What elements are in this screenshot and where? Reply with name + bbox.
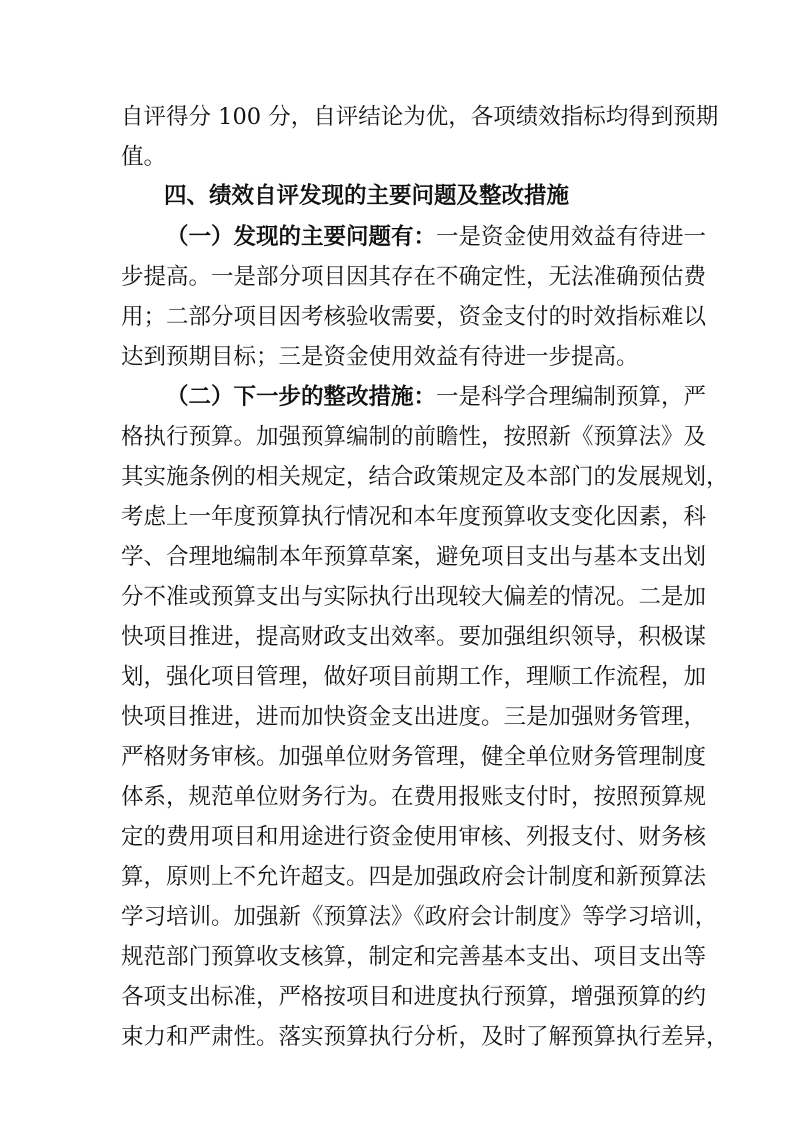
paragraph-line: 划，强化项目管理，做好项目前期工作，理顺工作流程，加 — [121, 664, 707, 690]
paragraph-line: 其实施条例的相关规定，结合政策规定及本部门的发展规划， — [121, 464, 729, 490]
paragraph-line: 严格财务审核。加强单位财务管理，健全单位财务管理制度 — [121, 744, 707, 770]
paragraph-line: 分不准或预算支出与实际执行出现较大偏差的情况。二是加 — [121, 584, 707, 610]
subsection-heading: （二）下一步的整改措施： — [166, 384, 437, 410]
paragraph-line: 考虑上一年度预算执行情况和本年度预算收支变化因素，科 — [121, 504, 707, 530]
paragraph-line: 学习培训。加强新《预算法》《政府会计制度》等学习培训， — [121, 904, 718, 930]
paragraph-line: 束力和严肃性。落实预算执行分析，及时了解预算执行差异， — [121, 1024, 729, 1050]
paragraph-line: 用；二部分项目因考核验收需要，资金支付的时效指标难以 — [121, 304, 707, 330]
section-heading: 四、绩效自评发现的主要问题及整改措施 — [164, 183, 570, 209]
paragraph-line: 学、合理地编制本年预算草案，避免项目支出与基本支出划 — [121, 544, 707, 570]
paragraph-line — [166, 222, 707, 252]
paragraph-line: 定的费用项目和用途进行资金使用审核、列报支付、财务核 — [121, 824, 707, 850]
paragraph-line: 规范部门预算收支核算，制定和完善基本支出、项目支出等 — [121, 944, 707, 970]
paragraph-line: 算，原则上不允许超支。四是加强政府会计制度和新预算法 — [121, 864, 707, 890]
paragraph-line: 体系，规范单位财务行为。在费用报账支付时，按照预算规 — [121, 784, 707, 810]
paragraph-text: 一是资金使用效益有待进一 — [436, 224, 707, 250]
paragraph-line: 格执行预算。加强预算编制的前瞻性，按照新《预算法》及 — [121, 424, 707, 450]
paragraph-line: 值。 — [121, 144, 167, 170]
paragraph-line: 自评得分 100 分，自评结论为优，各项绩效指标均得到预期 — [121, 104, 719, 130]
paragraph-text: 一是科学合理编制预算，严 — [436, 384, 707, 410]
paragraph-line: 快项目推进，提高财政支出效率。要加强组织领导，积极谋 — [121, 624, 707, 650]
paragraph-line — [166, 382, 707, 412]
paragraph-line: 步提高。一是部分项目因其存在不确定性，无法准确预估费 — [121, 264, 707, 290]
paragraph-line: 达到预期目标；三是资金使用效益有待进一步提高。 — [121, 344, 639, 370]
paragraph-line: 各项支出标准，严格按项目和进度执行预算，增强预算的约 — [121, 984, 707, 1010]
paragraph-line: 快项目推进，进而加快资金支出进度。三是加强财务管理， — [121, 704, 707, 730]
subsection-heading: （一）发现的主要问题有： — [166, 224, 437, 250]
